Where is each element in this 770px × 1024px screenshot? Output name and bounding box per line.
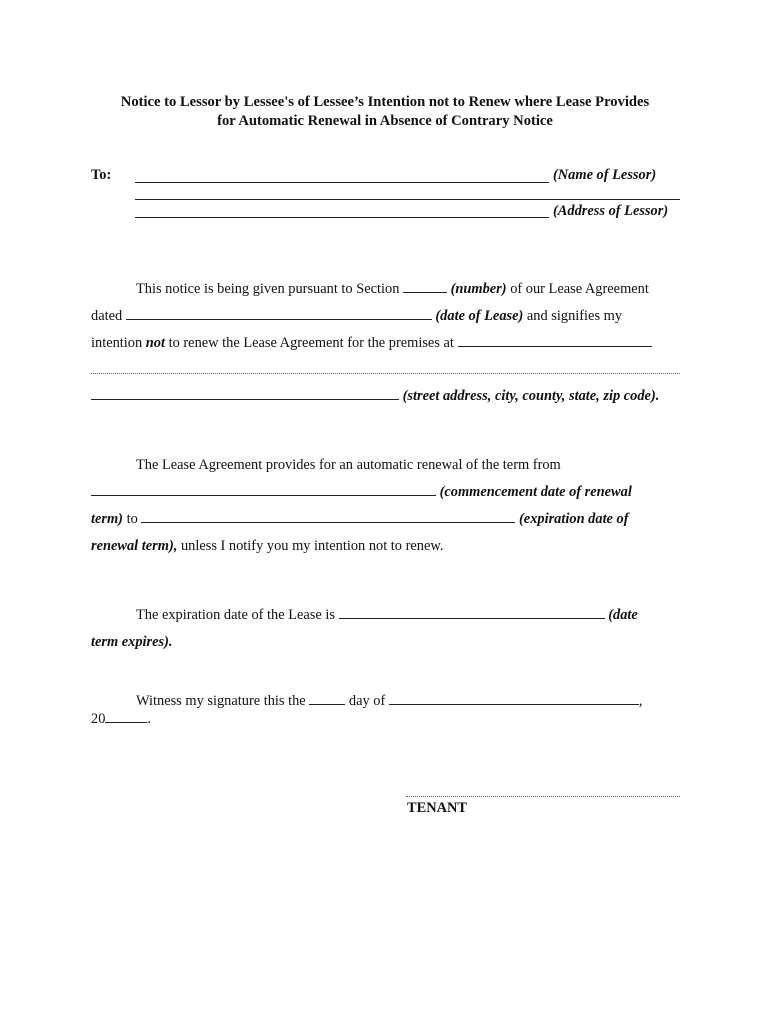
not-text: not: [145, 335, 165, 351]
lessor-address-line-2[interactable]: [135, 217, 549, 218]
date-label: (date: [608, 607, 638, 623]
p1-text-a: This notice is being given pursuant to Section: [136, 281, 400, 297]
to-label: To:: [91, 167, 112, 183]
lessor-address-line-1[interactable]: [135, 199, 680, 200]
title-line-1: Notice to Lessor by Lessee's of Lessee’s Intention not to Renew where Lease Provides: [120, 94, 650, 110]
title-line-2: for Automatic Renewal in Absence of Contrary Notice: [217, 112, 553, 129]
p4-line-2: [91, 710, 151, 728]
day-of-text: day of: [348, 693, 386, 709]
p4-line-1: [136, 692, 643, 710]
tenant-label: TENANT: [407, 800, 467, 816]
date-of-lease-blank[interactable]: [126, 307, 432, 320]
street-address-blank[interactable]: [91, 387, 399, 400]
p2-line-4: [91, 537, 443, 555]
p1-text-c: and signifies my: [526, 308, 623, 324]
p2-text-b: unless I notify you my intention not to renew.: [180, 538, 444, 554]
lease-expiration-blank[interactable]: [339, 606, 605, 619]
period-text: .: [147, 711, 151, 727]
p2-line-3: [91, 510, 629, 528]
date-of-lease-label: (date of Lease): [435, 308, 524, 324]
signature-line[interactable]: [406, 796, 680, 797]
p1-line-2: [91, 307, 622, 325]
p3-text-a: The expiration date of the Lease is: [136, 607, 335, 623]
p1-text-b: of our Lease Agreement: [510, 281, 649, 297]
comma-text: ,: [638, 693, 643, 709]
p3-line-1: [136, 606, 638, 624]
p1-text-d: to renew the Lease Agreement for the premises at: [168, 335, 454, 351]
street-address-label: (street address, city, county, state, zip code).: [402, 388, 660, 404]
p1-line-1: [136, 280, 649, 298]
year-blank[interactable]: [105, 710, 147, 723]
lessor-name-line[interactable]: [135, 182, 549, 183]
p2-line-2: [91, 483, 632, 501]
document-title: [60, 93, 710, 130]
term-label: term): [91, 511, 123, 527]
number-label: (number): [450, 281, 507, 297]
month-blank[interactable]: [389, 692, 639, 705]
premises-blank[interactable]: [458, 334, 652, 347]
intention-text: intention: [91, 335, 143, 351]
p2-line-1: The Lease Agreement provides for an automatic renewal of the term from: [136, 457, 561, 473]
expiration-date-blank[interactable]: [141, 510, 515, 523]
address-of-lessor-label: (Address of Lessor): [553, 203, 669, 219]
p1-line-3: [91, 334, 652, 352]
premises-address-line[interactable]: [91, 373, 680, 374]
commencement-date-blank[interactable]: [91, 483, 436, 496]
expiration-label: (expiration date of: [519, 511, 629, 527]
name-of-lessor-label: (Name of Lessor): [553, 167, 657, 183]
commencement-label: (commencement date of renewal: [439, 484, 632, 500]
section-number-blank[interactable]: [403, 280, 447, 293]
year-prefix: 20: [91, 711, 106, 727]
dated-text: dated: [91, 308, 123, 324]
p1-line-4: [91, 387, 659, 405]
day-blank[interactable]: [309, 692, 345, 705]
to-text: to: [126, 511, 138, 527]
p4-text-a: Witness my signature this the: [136, 693, 306, 709]
term-expires-label: term expires).: [91, 634, 173, 650]
renewal-term-label: renewal term),: [91, 538, 178, 554]
